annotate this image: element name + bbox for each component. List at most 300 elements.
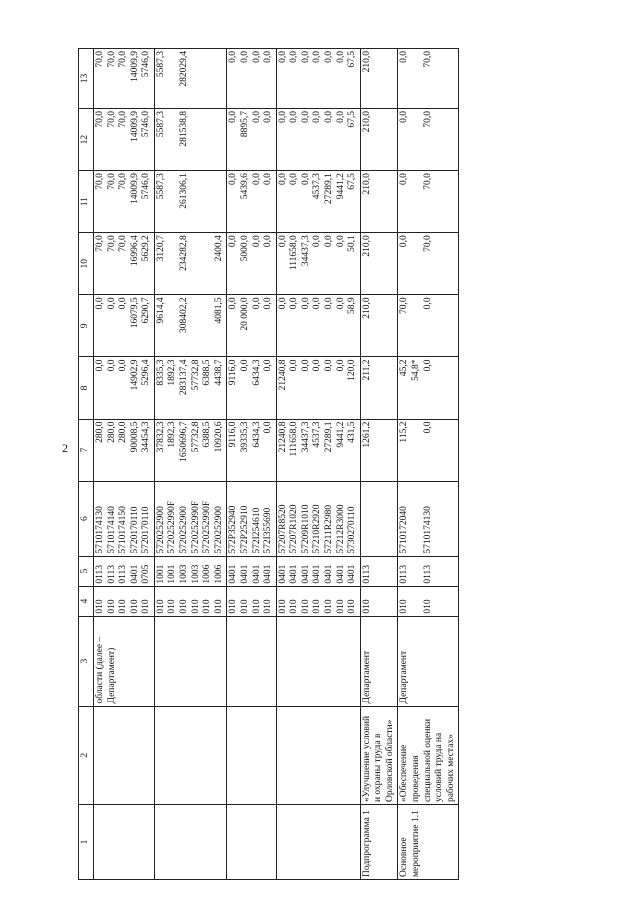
cell-line: 70,0: [422, 235, 433, 252]
column-header-3: 3: [79, 616, 94, 706]
cell-line: 57207R8520: [277, 504, 288, 554]
cell-line: 0,0: [335, 359, 346, 372]
cell-line: 57732,8: [190, 359, 201, 391]
cell-col-2: [94, 706, 155, 805]
cell-line: 111658,0: [289, 421, 300, 457]
cell-line: 0,0: [323, 51, 334, 63]
cell-line: 70,0: [118, 173, 129, 190]
cell-line: 4537,3: [312, 421, 323, 448]
cell-col-3: [276, 616, 360, 706]
cell-col-10: [94, 233, 155, 295]
cell-line: 0,0: [251, 235, 262, 248]
budget-table: [78, 48, 459, 880]
column-header-9: 9: [79, 295, 94, 357]
cell-line: 39335,3: [239, 421, 250, 453]
cell-line: 0,0: [335, 235, 346, 248]
cell-line: 57207R1020: [289, 504, 300, 554]
cell-line: 9441,2: [335, 421, 346, 448]
column-header-12: 12: [79, 109, 94, 171]
cell-line: 0,0: [300, 173, 311, 185]
cell-line: 5439,6: [239, 173, 250, 200]
cell-line: 27289,1: [323, 173, 334, 204]
cell-line: [191, 173, 203, 230]
cell-line: 0,0: [399, 173, 410, 185]
cell-line: 4438,7: [213, 359, 224, 386]
cell-line: 115,2: [399, 421, 410, 443]
cell-col-9: [227, 295, 276, 357]
cell-line: 5710174150: [118, 506, 129, 554]
cell-col-4: [154, 586, 226, 616]
cell-col-2: [276, 706, 360, 805]
cell-line: [411, 235, 423, 292]
cell-line: 5629,2: [141, 235, 152, 262]
column-header-13: 13: [79, 49, 94, 109]
cell-line: 1003: [179, 564, 190, 584]
cell-line: 8335,3: [155, 359, 166, 386]
cell-line: 0,0: [251, 111, 262, 123]
cell-col-7: [398, 419, 459, 481]
cell-line: 10920,6: [213, 421, 224, 453]
cell-line: 1892,3: [167, 421, 178, 448]
cell-line: 261306,1: [179, 173, 190, 209]
cell-line: 0,0: [263, 111, 274, 123]
cell-line: 9116,0: [228, 359, 239, 386]
cell-line: 0,0: [251, 297, 262, 310]
cell-col-5: [360, 556, 398, 586]
cell-line: 111658,0: [289, 235, 300, 271]
cell-line: [167, 297, 179, 354]
cell-col-12: [276, 109, 360, 171]
cell-line: [167, 173, 179, 230]
cell-line: Департамент: [361, 650, 372, 704]
cell-col-8: [360, 357, 398, 419]
cell-line: 0,0: [323, 297, 334, 310]
column-header-4: 4: [79, 586, 94, 616]
cell-line: [191, 235, 203, 292]
cell-line: 70,0: [422, 173, 433, 190]
cell-line: 0,0: [300, 297, 311, 310]
cell-line: [202, 297, 214, 354]
cell-col-4: [276, 586, 360, 616]
cell-line: 0,0: [323, 111, 334, 123]
cell-line: 0,0: [300, 359, 311, 372]
column-header-11: 11: [79, 171, 94, 233]
cell-line: 0401: [335, 564, 346, 584]
cell-line: 70,0: [106, 173, 117, 190]
cell-line: 0705: [141, 564, 152, 584]
cell-line: 0,0: [239, 359, 250, 372]
cell-col-13: [227, 49, 276, 109]
cell-line: 3120,7: [155, 235, 166, 262]
table-row: [276, 49, 360, 880]
cell-line: [167, 51, 179, 106]
cell-line: 0,0: [399, 111, 410, 123]
cell-col-8: [227, 357, 276, 419]
cell-line: 0,0: [399, 235, 410, 248]
cell-line: 0113: [95, 564, 105, 584]
cell-line: [202, 111, 214, 168]
cell-line: 5720252990F: [190, 500, 201, 554]
cell-col-3: [94, 616, 155, 706]
cell-line: 0401: [251, 564, 262, 584]
cell-line: 0,0: [312, 297, 323, 310]
column-header-1: 1: [79, 805, 94, 880]
header-row: [79, 49, 94, 880]
page-number: 2: [62, 441, 68, 455]
cell-col-4: [227, 586, 276, 616]
cell-line: 70,0: [422, 111, 433, 128]
cell-line: 282029,4: [179, 51, 190, 87]
cell-col-1: Основное мероприятие 1.1: [398, 805, 459, 880]
table-row: [227, 49, 276, 880]
cell-line: 2400,4: [213, 235, 224, 262]
cell-line: 0,0: [277, 51, 288, 63]
cell-col-10: [227, 233, 276, 295]
cell-line: 0,0: [95, 359, 105, 372]
cell-line: 0,0: [263, 173, 274, 185]
cell-col-9: [360, 295, 398, 357]
cell-line: 16079,5: [129, 297, 140, 329]
cell-line: [167, 111, 179, 168]
cell-line: 0,0: [95, 297, 105, 310]
cell-line: 0401: [289, 564, 300, 584]
cell-line: 0401: [263, 564, 274, 584]
cell-line: 010: [239, 599, 250, 614]
cell-line: Департамент): [106, 647, 117, 704]
cell-line: 9116,0: [228, 421, 239, 448]
cell-line: 234282,8: [179, 235, 190, 271]
cell-line: 0401: [312, 564, 323, 584]
cell-line: 0,0: [323, 359, 334, 372]
cell-line: 0,0: [239, 51, 250, 63]
cell-line: [191, 111, 203, 168]
cell-line: 45,2: [399, 359, 410, 377]
cell-line: 010: [263, 599, 274, 614]
cell-col-13: [94, 49, 155, 109]
cell-col-13: [360, 49, 398, 109]
cell-line: 1001: [167, 564, 178, 584]
cell-line: 0,0: [335, 111, 346, 123]
cell-line: [202, 51, 214, 106]
cell-line: 1261,2: [361, 421, 372, 448]
cell-line: 0113: [399, 564, 410, 584]
cell-line: 70,0: [118, 51, 129, 68]
table-row: [94, 49, 155, 880]
cell-col-8: [276, 357, 360, 419]
cell-col-8: [398, 357, 459, 419]
cell-line: 0,0: [399, 51, 410, 63]
column-header-5: 5: [79, 556, 94, 586]
cell-line: 280,0: [118, 421, 129, 443]
cell-line: 50,1: [347, 235, 358, 252]
cell-col-10: [398, 233, 459, 295]
cell-line: [214, 111, 226, 168]
cell-col-6: [227, 481, 276, 556]
cell-line: 210,0: [361, 235, 372, 257]
cell-line: 0,0: [289, 173, 300, 185]
cell-line: 5720170110: [141, 506, 152, 554]
cell-line: 0401: [323, 564, 334, 584]
cell-line: 70,0: [422, 51, 433, 68]
cell-line: 0,0: [289, 111, 300, 123]
cell-line: [191, 297, 203, 354]
cell-line: 0401: [277, 564, 288, 584]
cell-line: 211,2: [361, 359, 372, 381]
cell-line: 572P252910: [239, 505, 250, 554]
cell-line: 90008,5: [129, 421, 140, 453]
cell-line: 0,0: [118, 297, 129, 310]
cell-line: 010: [323, 599, 334, 614]
cell-line: 010: [118, 599, 129, 614]
cell-line: 20 000,0: [239, 297, 250, 331]
cell-line: 5720170110: [129, 506, 140, 554]
cell-line: 67,5: [347, 111, 358, 128]
cell-line: [214, 51, 226, 106]
table-row: [398, 49, 459, 880]
cell-line: 0,0: [422, 297, 433, 310]
cell-line: 5746,0: [141, 173, 152, 200]
cell-line: 0,0: [228, 235, 239, 248]
cell-line: 0,0: [263, 51, 274, 63]
cell-line: 5587,3: [155, 111, 166, 138]
cell-line: 010: [95, 599, 105, 614]
cell-line: 0113: [422, 564, 433, 584]
cell-line: 67,5: [347, 51, 358, 68]
cell-col-12: [94, 109, 155, 171]
cell-line: 010: [312, 599, 323, 614]
cell-line: [411, 484, 423, 554]
column-header-6: 6: [79, 481, 94, 556]
cell-line: 70,0: [106, 51, 117, 68]
cell-col-11: [227, 171, 276, 233]
cell-line: 010: [228, 599, 239, 614]
cell-line: 70,0: [95, 51, 105, 68]
cell-line: 0,0: [277, 235, 288, 248]
cell-line: 21240,8: [277, 421, 288, 453]
cell-col-1: [227, 805, 276, 880]
cell-line: Департамент: [399, 650, 410, 704]
cell-line: 0,0: [263, 297, 274, 310]
cell-line: 27289,1: [323, 421, 334, 453]
cell-line: [202, 173, 214, 230]
cell-line: 5710174140: [106, 506, 117, 554]
cell-line: 0,0: [277, 173, 288, 185]
cell-col-9: [398, 295, 459, 357]
cell-line: 0113: [361, 564, 372, 584]
cell-line: 70,0: [95, 173, 105, 190]
column-header-7: 7: [79, 419, 94, 481]
cell-line: 010: [300, 599, 311, 614]
cell-col-10: [154, 233, 226, 295]
cell-line: 010: [361, 599, 372, 614]
cell-line: 572I355690: [263, 507, 274, 554]
cell-col-1: Подпрограмма 1: [360, 805, 398, 880]
cell-line: 308402,2: [179, 297, 190, 333]
cell-line: 010: [251, 599, 262, 614]
cell-line: 0,0: [422, 421, 433, 434]
cell-line: 283137,4: [179, 359, 190, 396]
cell-line: 14009,9: [129, 111, 140, 142]
cell-line: 010: [277, 599, 288, 614]
cell-line: 8895,7: [239, 111, 250, 138]
cell-line: 0,0: [263, 235, 274, 248]
cell-col-11: [276, 171, 360, 233]
cell-col-5: [154, 556, 226, 586]
cell-line: 1006: [202, 564, 213, 584]
cell-line: [167, 235, 179, 292]
cell-col-6: [398, 481, 459, 556]
cell-line: 6434,3: [251, 421, 262, 448]
cell-line: 0,0: [228, 111, 239, 123]
cell-col-4: [398, 586, 459, 616]
cell-line: 0,0: [422, 359, 433, 372]
cell-line: 1892,3: [167, 359, 178, 386]
cell-col-5: [276, 556, 360, 586]
cell-line: [411, 111, 423, 168]
cell-line: [411, 173, 423, 230]
column-header-10: 10: [79, 233, 94, 295]
cell-line: 54,8*: [411, 359, 422, 381]
cell-line: 34454,3: [141, 421, 152, 453]
cell-col-7: [154, 419, 226, 481]
cell-line: 37832,3: [155, 421, 166, 453]
cell-line: 010: [289, 599, 300, 614]
cell-col-13: [154, 49, 226, 109]
cell-line: 70,0: [106, 235, 117, 252]
cell-col-8: [94, 357, 155, 419]
cell-line: 57732,8: [190, 421, 201, 453]
cell-col-3: [154, 616, 226, 706]
cell-line: 5746,0: [141, 51, 152, 78]
cell-line: 0401: [129, 564, 140, 584]
cell-line: 0,0: [228, 297, 239, 310]
cell-col-7: [227, 419, 276, 481]
cell-line: 5730270110: [347, 506, 358, 554]
cell-line: 010: [179, 599, 190, 614]
cell-col-7: [94, 419, 155, 481]
cell-line: 0,0: [300, 111, 311, 123]
cell-col-2: [227, 706, 276, 805]
cell-col-4: [360, 586, 398, 616]
cell-col-11: [154, 171, 226, 233]
cell-col-13: [276, 49, 360, 109]
cell-line: 4537,3: [312, 173, 323, 200]
table-row: [360, 49, 398, 880]
cell-col-3: [398, 616, 459, 706]
cell-line: [214, 173, 226, 230]
cell-line: 010: [106, 599, 117, 614]
cell-line: 010: [347, 599, 358, 614]
cell-line: [202, 235, 214, 292]
cell-line: 70,0: [118, 235, 129, 252]
cell-line: 010: [167, 599, 178, 614]
cell-col-2: «Обеспечение проведения специальной оценки условий труда на рабочих местах»: [398, 706, 459, 805]
cell-col-2: «Улучшение условий и охраны труда в Орловской области»: [360, 706, 398, 805]
cell-line: [411, 51, 423, 106]
cell-line: 010: [422, 599, 433, 614]
cell-col-2: [154, 706, 226, 805]
cell-line: 6434,3: [251, 359, 262, 386]
cell-col-1: [94, 805, 155, 880]
cell-line: 572I254610: [251, 507, 262, 554]
cell-line: 0401: [228, 564, 239, 584]
table-row: [154, 49, 226, 880]
cell-line: 0,0: [228, 173, 239, 185]
cell-line: 0,0: [251, 173, 262, 185]
cell-line: 0113: [106, 564, 117, 584]
cell-line: 0,0: [289, 297, 300, 310]
cell-col-10: [360, 233, 398, 295]
cell-line: 010: [129, 599, 140, 614]
cell-line: 70,0: [95, 235, 105, 252]
cell-line: 21240,8: [277, 359, 288, 391]
cell-col-1: [276, 805, 360, 880]
cell-line: 010: [141, 599, 152, 614]
cell-line: 0,0: [251, 51, 262, 63]
cell-line: 16996,4: [129, 235, 140, 267]
cell-col-12: [360, 109, 398, 171]
cell-line: 1006: [213, 564, 224, 584]
cell-line: 5710174130: [422, 506, 433, 554]
cell-line: 1650696,7: [179, 421, 190, 462]
cell-line: [411, 422, 423, 479]
cell-line: 70,0: [118, 111, 129, 128]
cell-line: 70,0: [399, 297, 410, 314]
cell-col-8: [154, 357, 226, 419]
cell-col-5: [227, 556, 276, 586]
cell-col-11: [360, 171, 398, 233]
cell-line: [411, 297, 423, 354]
cell-line: 572P352940: [228, 505, 239, 554]
cell-col-7: [276, 419, 360, 481]
cell-line: 280,0: [95, 421, 105, 443]
cell-line: 010: [335, 599, 346, 614]
cell-col-5: [398, 556, 459, 586]
cell-line: 0,0: [300, 51, 311, 63]
cell-line: 010: [155, 599, 166, 614]
cell-line: 0,0: [335, 51, 346, 63]
cell-line: 5720252900: [179, 506, 190, 554]
cell-line: [191, 51, 203, 106]
cell-line: 1003: [190, 564, 201, 584]
cell-line: 57211R2980: [323, 504, 334, 554]
cell-line: области (далее –: [95, 636, 105, 704]
cell-line: 5720252990F: [167, 500, 178, 554]
cell-col-7: [360, 419, 398, 481]
cell-line: 5296,4: [141, 359, 152, 386]
cell-line: 5720252900: [155, 506, 166, 554]
cell-line: 010: [202, 599, 213, 614]
cell-line: 010: [399, 599, 410, 614]
cell-line: 0,0: [277, 111, 288, 123]
cell-line: 0,0: [277, 297, 288, 310]
cell-col-1: [154, 805, 226, 880]
cell-line: 210,0: [361, 173, 372, 195]
cell-line: 0,0: [289, 359, 300, 372]
cell-line: 0,0: [312, 359, 323, 372]
cell-line: 5710172040: [399, 506, 410, 554]
cell-col-9: [94, 295, 155, 357]
cell-col-9: [276, 295, 360, 357]
cell-line: 010: [213, 599, 224, 614]
cell-line: 210,0: [361, 51, 372, 73]
cell-line: [411, 589, 423, 614]
cell-line: 0,0: [312, 235, 323, 248]
cell-line: 5710174130: [95, 506, 105, 554]
cell-col-6: [276, 481, 360, 556]
cell-col-9: [154, 295, 226, 357]
cell-col-11: [398, 171, 459, 233]
